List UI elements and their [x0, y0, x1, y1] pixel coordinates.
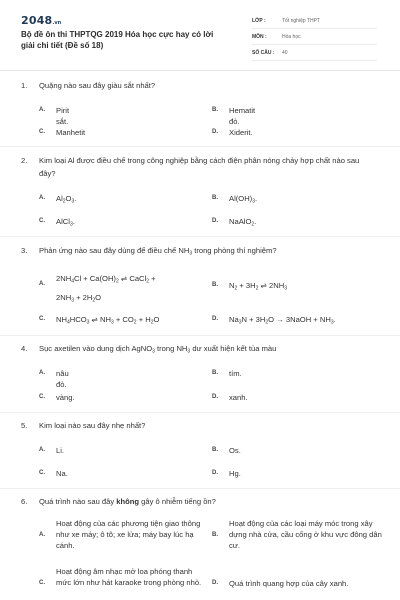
meta-class: LỚP : Tốt nghiệp THPT	[252, 14, 377, 29]
divider	[0, 146, 400, 147]
page-header	[0, 0, 400, 71]
meta-subject: MÔN : Hóa học	[252, 30, 377, 45]
divider	[0, 236, 400, 237]
site-logo[interactable]: 2048.vn	[21, 14, 62, 27]
document-title: Bộ đề ôn thi THPTQG 2019 Hóa học cực hay có lời giải chi tiết (Đề số 18)	[21, 30, 214, 50]
meta-question-count: SỐ CÂU : 40	[252, 46, 377, 61]
divider	[0, 488, 400, 489]
divider	[0, 412, 400, 413]
exam-page: 2048.vn Bộ đề ôn thi THPTQG 2019 Hóa học cực hay có lời giải chi tiết (Đề số 18) LỚP : Tốt nghiệp THPT MÔN : Hóa học SỐ CÂU : 40 1. Quặng nào sau đây giàu sắt nhất? A. Pirit sắt. B. Hematit đỏ. C. Manhetit D. Xiderit. 2. Kim loại Al được điều chế trong công nghiệp bằng cách điện phân nóng chảy hợp chất nào sau đây? A. $Al_2O_3$. B. $Al(OH)_3$. C. AlCl$_3$. D. NaAlO$_2$. 3. Phản ứng nào sau đây dùng để điều chế $NH_3$ trong phòng thí nghiệm? A. $2NH_4Cl + Ca(OH)_2$ ⇌ CaCl$_2$ + $2NH_3 + 2H_2O$ B. $N_2 + 3H_2$ ⇌ $2NH_3$ C. $NH_4HCO_3$ ⇌ $NH_3 + CO_2 + H_2O$ D. $Na_3N + 3H_2O$ → 3NaOH + $NH_3$. 4. Sục axetilen vào dung dịch AgNO$_3$ trong $NH_3$ dư xuất hiện kết tủa màu A. nâu đỏ. B. tím. C. vàng. D. xanh. 5. Kim loại nào sau đây nhẹ nhất? A. Li. B. Os. C. Na. D. Hg. 6. Quá trình nào sau đây không gây ô nhiễm tiếng ồn? A. Hoạt động của các phương tiện giao thông như xe máy; ô tô; xe lửa; máy bay lúc hạ cánh. B. Hoạt động của các loại máy móc trong xây dựng nhà cửa, cầu cống ở khu vực đông dân cư. C. Hoạt động âm nhạc mở loa phóng thanh mức lớn như hát karaoke trong phòng nhỏ. D. Quá trình quang hợp của cây xanh.	[0, 0, 400, 600]
question-2: 2. Kim loại Al được điều chế trong công nghiệp bằng cách điện phân nóng chảy hợp chất nào sau đây?	[21, 156, 360, 178]
divider	[0, 335, 400, 336]
